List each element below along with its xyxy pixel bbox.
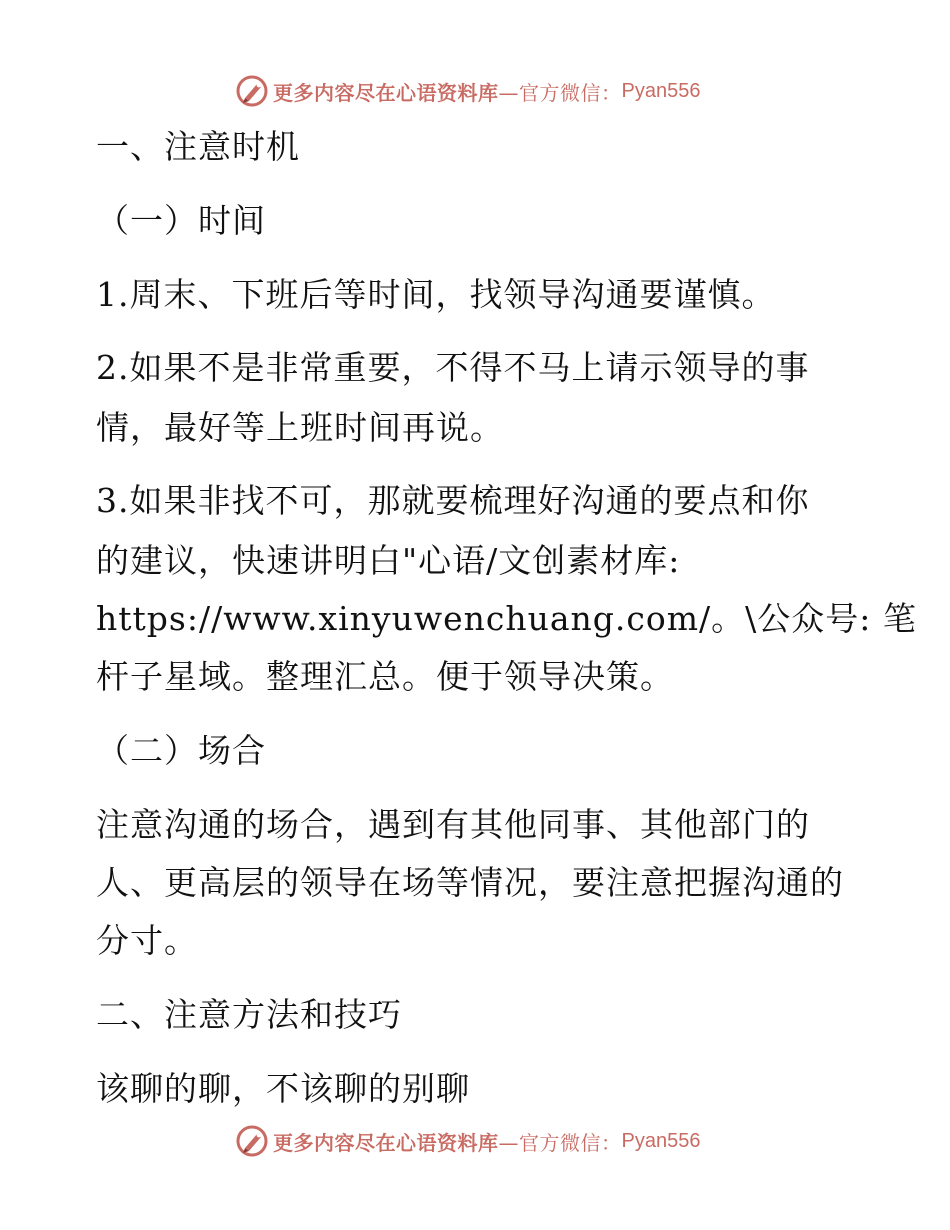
subsection-heading: （二）场合 [96,731,266,770]
header-banner [0,70,950,110]
paragraph-line: 3.如果非找不可，那就要梳理好沟通的要点和你 [96,481,810,520]
banner-promo-text: 更多内容尽在心语资料库 [273,80,499,105]
banner-promo-text: 更多内容尽在心语资料库 [273,1130,499,1155]
banner-wechat-label: —官方微信： [498,1130,622,1155]
paragraph-line: 的建议，快速讲明白"心语/文创素材库: [96,541,681,580]
banner-wechat-label: —官方微信： [498,80,622,105]
pen-logo-icon [235,74,269,108]
paragraph-line: 分寸。 [96,921,198,960]
paragraph-line: 人、更高层的领导在场等情况，要注意把握沟通的 [96,863,844,902]
subsection-heading: （一）时间 [96,201,266,240]
paragraph-line: 2.如果不是非常重要，不得不马上请示领导的事 [96,348,810,387]
section-heading: 二、注意方法和技巧 [96,995,402,1034]
footer-banner [0,1120,950,1160]
paragraph-line: 该聊的聊，不该聊的别聊 [96,1069,470,1108]
paragraph-line: 杆子星域。整理汇总。便于领导决策。 [96,657,674,696]
pen-logo-icon [235,1124,269,1158]
paragraph-line: 1.周末、下班后等时间，找领导沟通要谨慎。 [96,275,776,314]
paragraph-line: https://www.xinyuwenchuang.com/。\公众号: 笔 [96,599,917,638]
section-heading: 一、注意时机 [96,127,300,166]
paragraph-line: 情，最好等上班时间再说。 [96,408,504,447]
banner-wechat-id: Pyan556 [621,1129,701,1152]
paragraph-line: 注意沟通的场合，遇到有其他同事、其他部门的 [96,805,810,844]
banner-wechat-id: Pyan556 [621,79,701,102]
